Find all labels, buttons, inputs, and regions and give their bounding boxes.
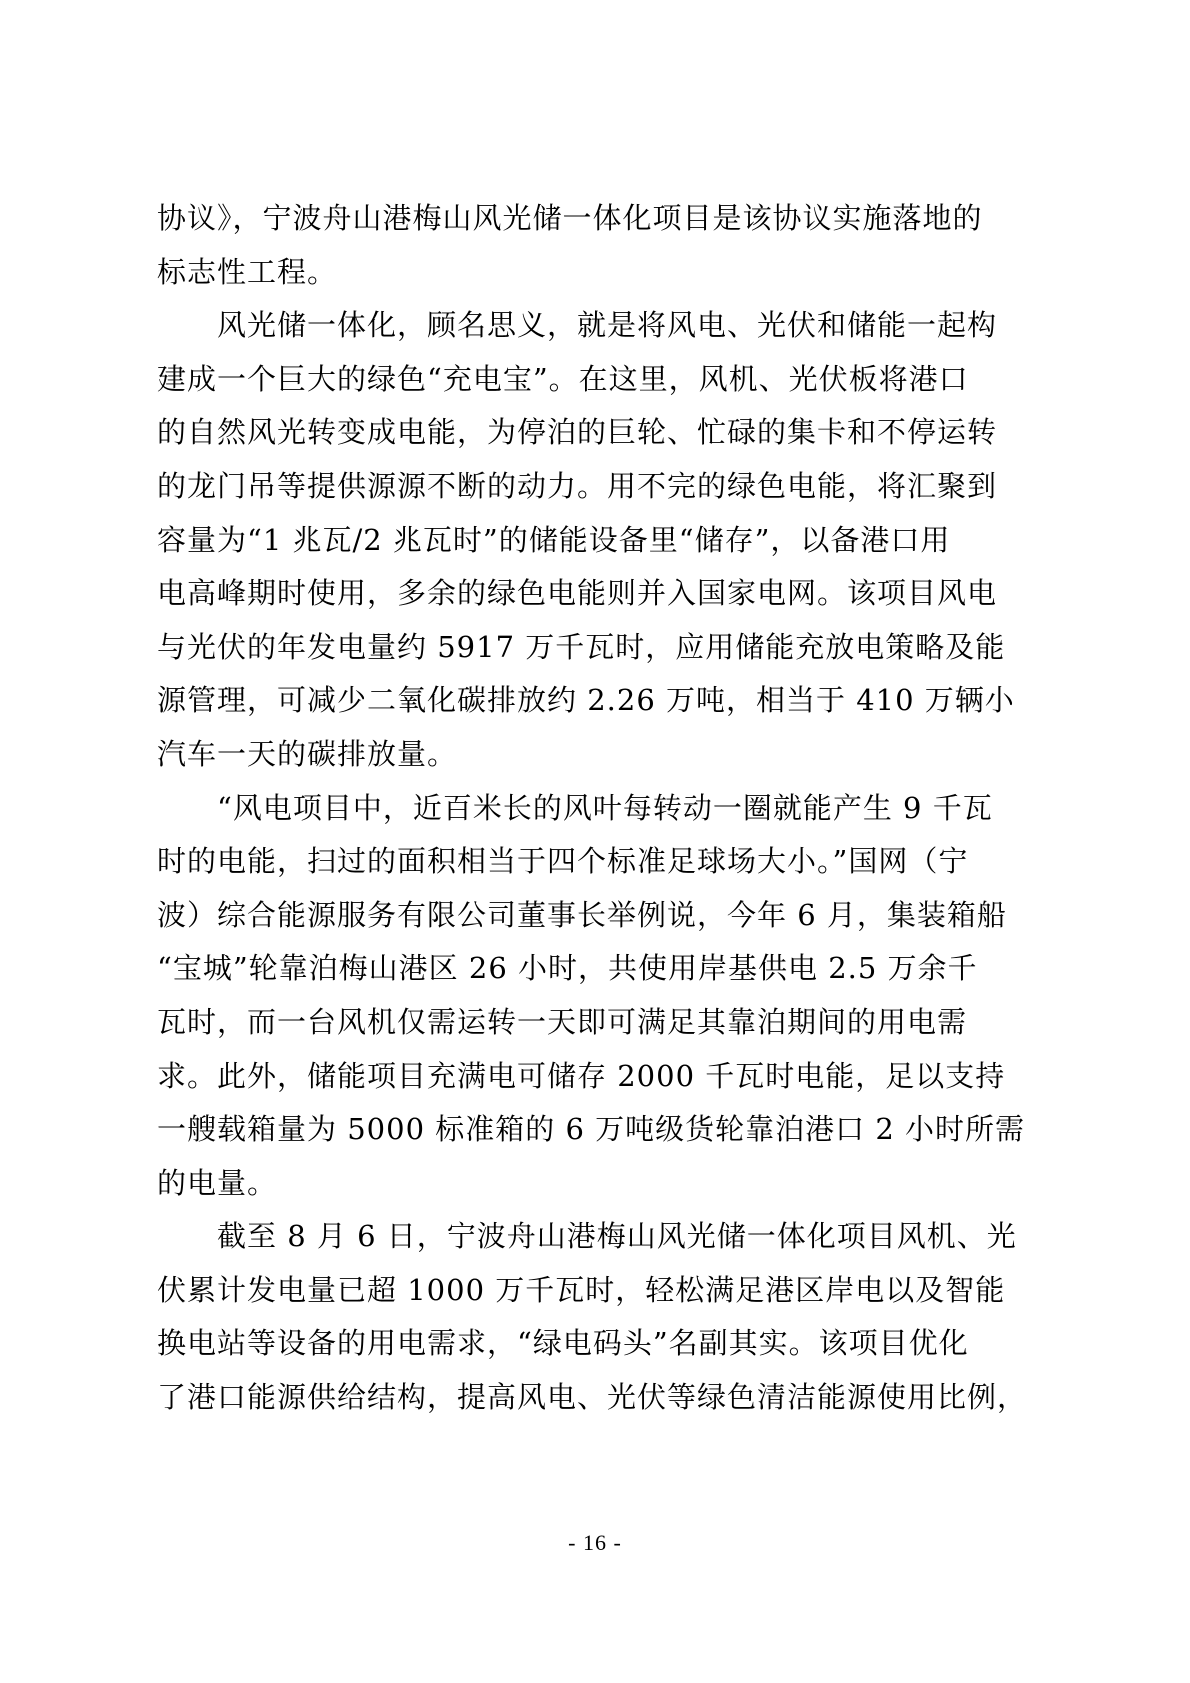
text-line: 风光储一体化，顾名思义，就是将风电、光伏和储能一起构 [157,308,998,343]
text-line: 瓦时，而一台风机仅需运转一天即可满足其靠泊期间的用电需 [157,1004,968,1039]
text-line: 容量为“1 兆瓦/2 兆瓦时”的储能设备里“储存”，以备港口用 [157,522,951,557]
text-line: 的自然风光转变成电能，为停泊的巨轮、忙碌的集卡和不停运转 [157,415,998,450]
text-line: 电高峰期时使用，多余的绿色电能则并入国家电网。该项目风电 [157,576,998,611]
text-line: 换电站等设备的用电需求，“绿电码头”名副其实。该项目优化 [157,1326,969,1361]
text-line: “风电项目中，近百米长的风叶每转动一圈就能产生 9 千瓦 [157,790,993,825]
text-line: 建成一个巨大的绿色“充电宝”。在这里，风机、光伏板将港口 [157,361,969,396]
text-line: 协议》，宁波舟山港梅山风光储一体化项目是该协议实施落地的 [157,201,983,235]
text-line: 标志性工程。 [157,254,338,289]
text-line: 波）综合能源服务有限公司董事长举例说，今年 6 月，集装箱船 [157,897,1007,932]
document-body [157,192,1037,1425]
text-line: 了港口能源供给结构，提高风电、光伏等绿色清洁能源使用比例， [157,1380,1028,1415]
text-line: 求。此外，储能项目充满电可储存 2000 千瓦时电能，足以支持 [157,1058,1006,1093]
page-number: - 16 - [568,1530,622,1555]
text-line: 时的电能，扫过的面积相当于四个标准足球场大小。”国网（宁 [157,844,969,879]
text-line: 一艘载箱量为 5000 标准箱的 6 万吨级货轮靠泊港口 2 小时所需 [157,1112,1026,1147]
text-line: 汽车一天的碳排放量。 [157,736,458,771]
text-line: 伏累计发电量已超 1000 万千瓦时，轻松满足港区岸电以及智能 [157,1272,1006,1307]
text-line: 截至 8 月 6 日，宁波舟山港梅山风光储一体化项目风机、光 [157,1219,1017,1254]
text-line: 的龙门吊等提供源源不断的动力。用不完的绿色电能，将汇聚到 [157,468,998,503]
text-line: 与光伏的年发电量约 5917 万千瓦时，应用储能充放电策略及能 [157,629,1006,664]
text-line: 的电量。 [157,1165,278,1200]
text-line: “宝城”轮靠泊梅山港区 26 小时，共使用岸基供电 2.5 万余千 [157,951,978,986]
text-line: 源管理，可减少二氧化碳排放约 2.26 万吨，相当于 410 万辆小 [157,683,1015,718]
